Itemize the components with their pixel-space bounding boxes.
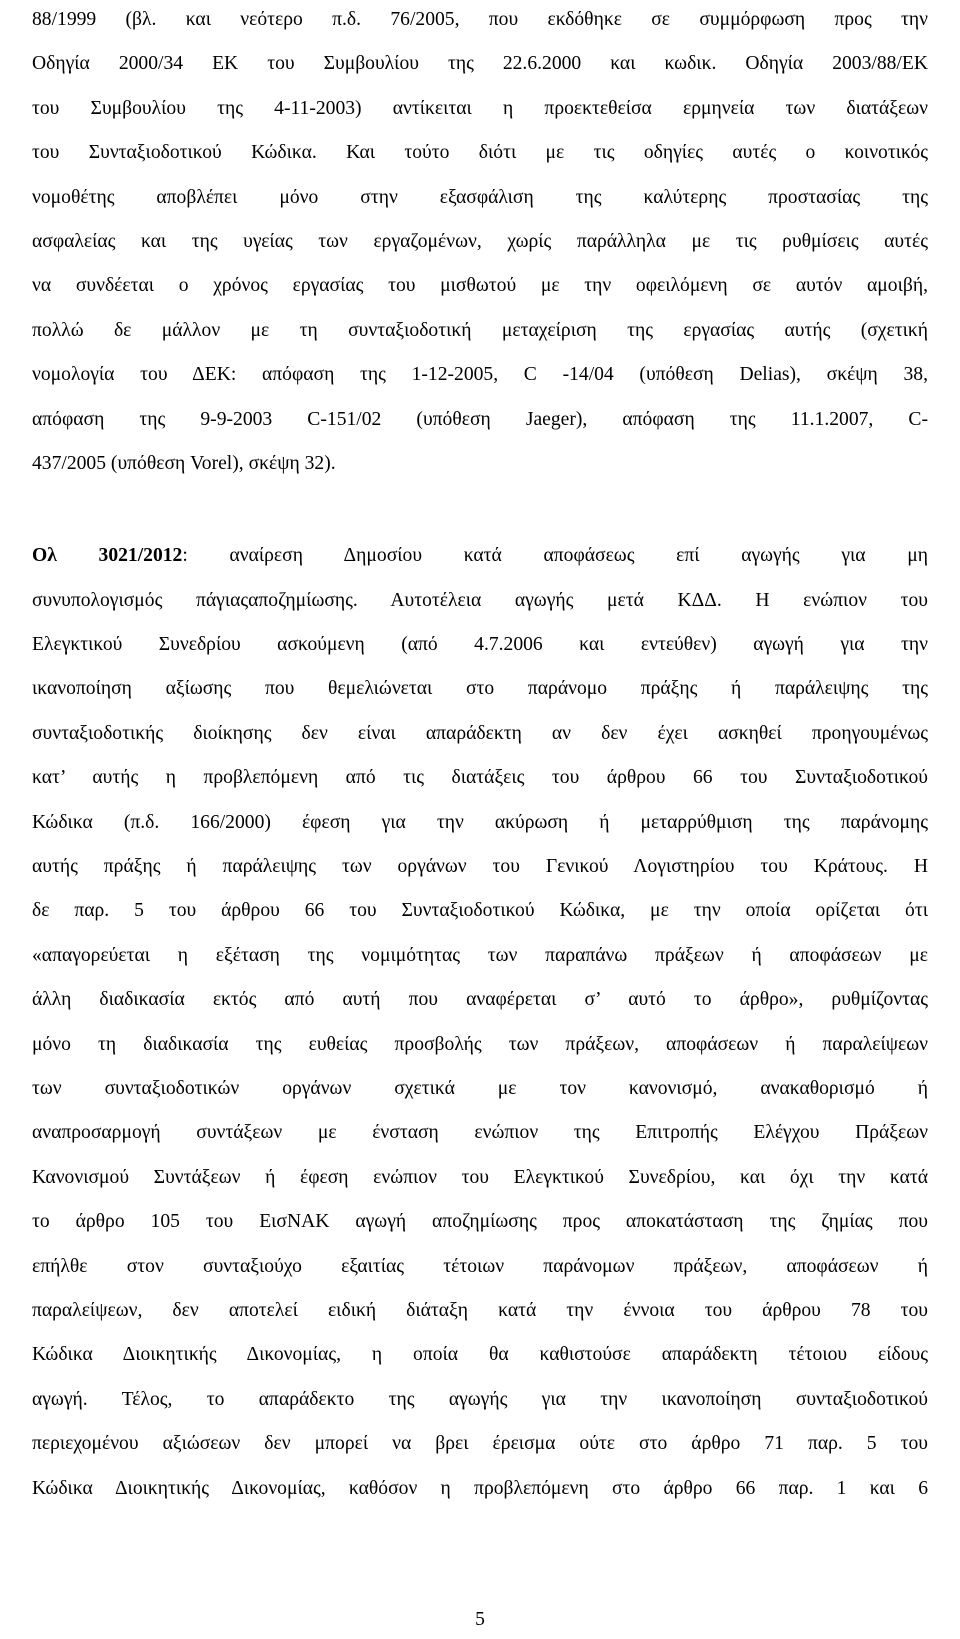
paragraph-1 xyxy=(32,0,928,486)
text-line: αναπροσαρμογή συντάξεων με ένσταση ενώπιον της Επιτροπής Ελέγχου Πράξεων xyxy=(32,1122,928,1144)
text-line: νομολογία του ΔΕΚ: απόφαση της 1-12-2005, C -14/04 (υπόθεση Delias), σκέψη 38, xyxy=(32,364,928,386)
text-line: Κώδικα (π.δ. 166/2000) έφεση για την ακύρωση ή μεταρρύθμιση της παράνομης xyxy=(32,811,928,833)
document-page xyxy=(32,0,928,1511)
text-line: 88/1999 (βλ. και νεότερο π.δ. 76/2005, που εκδόθηκε σε συμμόρφωση προς την xyxy=(32,9,928,30)
text-line: «απαγορεύεται η εξέταση της νομιμότητας των παραπάνω πράξεων ή αποφάσεων με xyxy=(32,944,928,966)
text-line: κατ’ αυτής η προβλεπόμενη από τις διατάξεις του άρθρου 66 του Συνταξιοδοτικού xyxy=(32,767,928,789)
text-line: αγωγή. Τέλος, το απαράδεκτο της αγωγής για την ικανοποίηση συνταξιοδοτικού xyxy=(32,1388,928,1410)
paragraph-2 xyxy=(32,534,928,1511)
text-line: δε παρ. 5 του άρθρου 66 του Συνταξιοδοτικού Κώδικα, με την οποία ορίζεται ότι xyxy=(32,900,928,922)
heading-rest: : αναίρεση Δημοσίου κατά αποφάσεως επί αγωγής για μη xyxy=(182,545,928,567)
text-line-last: 437/2005 (υπόθεση Vorel), σκέψη 32). xyxy=(32,452,336,474)
text-line: ικανοποίηση αξίωσης που θεμελιώνεται στο παράνομο πράξης ή παράλειψης της xyxy=(32,678,928,700)
text-line: Κώδικα Διοικητικής Δικονομίας, η οποία θα καθιστούσε απαράδεκτη τέτοιου είδους xyxy=(32,1344,928,1366)
text-line: πολλώ δε μάλλον με τη συνταξιοδοτική μεταχείριση της εργασίας αυτής (σχετική xyxy=(32,319,928,341)
text-line: Οδηγία 2000/34 ΕΚ του Συμβουλίου της 22.6.2000 και κωδικ. Οδηγία 2003/88/ΕΚ xyxy=(32,53,928,75)
text-line: του Συνταξιοδοτικού Κώδικα. Και τούτο διότι με τις οδηγίες αυτές ο κοινοτικός xyxy=(32,142,928,164)
text-line: άλλη διαδικασία εκτός από αυτή που αναφέρεται σ’ αυτό το άρθρο», ρυθμίζοντας xyxy=(32,989,928,1011)
text-line: απόφαση της 9-9-2003 C-151/02 (υπόθεση Jaeger), απόφαση της 11.1.2007, C- xyxy=(32,408,928,430)
text-line: του Συμβουλίου της 4-11-2003) αντίκειται η προεκτεθείσα ερμηνεία των διατάξεων xyxy=(32,97,928,119)
paragraph-spacer xyxy=(32,486,928,530)
text-line: ασφαλείας και της υγείας των εργαζομένων, χωρίς παράλληλα με τις ρυθμίσεις αυτές xyxy=(32,230,928,252)
case-reference: Ολ 3021/2012 xyxy=(32,545,183,567)
text-line: Κώδικα Διοικητικής Δικονομίας, καθόσον η προβλεπόμενη στο άρθρο 66 παρ. 1 και 6 xyxy=(32,1477,928,1499)
text-line: Ελεγκτικού Συνεδρίου ασκούμενη (από 4.7.2006 και εντεύθεν) αγωγή για την xyxy=(32,634,928,656)
text-line: να συνδέεται ο χρόνος εργασίας του μισθωτού με την οφειλόμενη σε αυτόν αμοιβή, xyxy=(32,275,928,297)
page-number: 5 xyxy=(475,1609,485,1630)
text-line: επήλθε στον συνταξιούχο εξαιτίας τέτοιων παράνομων πράξεων, αποφάσεων ή xyxy=(32,1255,928,1277)
text-line: συνυπολογισμός πάγιαςαποζημίωσης. Αυτοτέλεια αγωγής μετά ΚΔΔ. Η ενώπιον του xyxy=(32,589,928,611)
text-line: Κανονισμού Συντάξεων ή έφεση ενώπιον του Ελεγκτικού Συνεδρίου, και όχι την κατά xyxy=(32,1166,928,1188)
text-line: περιεχομένου αξιώσεων δεν μπορεί να βρει έρεισμα ούτε στο άρθρο 71 παρ. 5 του xyxy=(32,1433,928,1455)
text-line: μόνο τη διαδικασία της ευθείας προσβολής των πράξεων, αποφάσεων ή παραλείψεων xyxy=(32,1033,928,1055)
text-line: παραλείψεων, δεν αποτελεί ειδική διάταξη κατά την έννοια του άρθρου 78 του xyxy=(32,1299,928,1321)
text-line: νομοθέτης αποβλέπει μόνο στην εξασφάλιση της καλύτερης προστασίας της xyxy=(32,186,928,208)
text-line: αυτής πράξης ή παράλειψης των οργάνων του Γενικού Λογιστηρίου του Κράτους. Η xyxy=(32,856,928,878)
text-line: συνταξιοδοτικής διοίκησης δεν είναι απαράδεκτη αν δεν έχει ασκηθεί προηγουμένως xyxy=(32,722,928,744)
text-line-heading xyxy=(32,534,928,578)
text-line: το άρθρο 105 του ΕισΝΑΚ αγωγή αποζημίωσης προς αποκατάσταση της ζημίας που xyxy=(32,1211,928,1233)
text-line: των συνταξιοδοτικών οργάνων σχετικά με τον κανονισμό, ανακαθορισμό ή xyxy=(32,1077,928,1099)
